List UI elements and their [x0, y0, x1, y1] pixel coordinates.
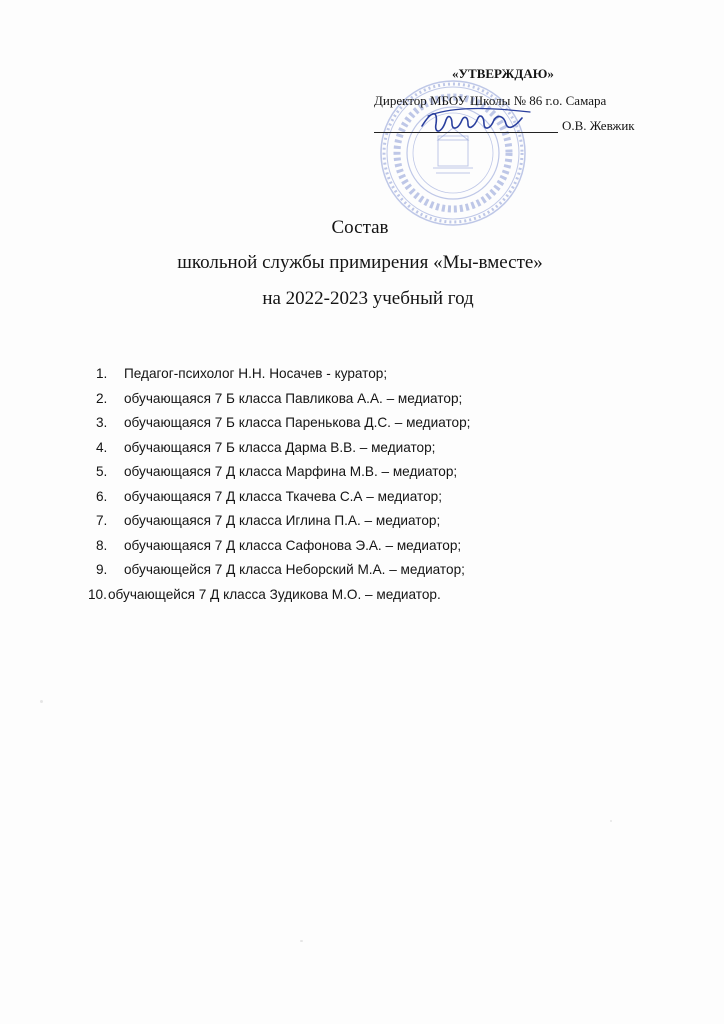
list-item-text: обучающаяся 7 Д класса Ткачева С.А – медиатор; — [124, 488, 442, 504]
heading-line-1: Состав — [331, 217, 389, 238]
list-item — [96, 462, 656, 487]
heading-line-3: на 2022-2023 учебный год — [262, 288, 474, 309]
list-item-number: 6. — [96, 488, 108, 504]
list-item — [96, 364, 656, 389]
list-item-text: обучающейся 7 Д класса Неборский М.А. – медиатор; — [124, 562, 465, 577]
scan-speck — [300, 940, 303, 942]
signature-line — [374, 132, 558, 133]
heading-line-2: школьной службы примирения «Мы-вместе» — [177, 252, 543, 273]
approval-name: О.В. Жевжик — [562, 118, 635, 133]
list-item — [96, 560, 656, 585]
approval-title: «УТВЕРЖДАЮ» — [452, 66, 554, 81]
members-list — [88, 364, 656, 609]
list-item-text: обучающейся 7 Д класса Зудикова М.О. – медиатор. — [108, 586, 441, 602]
list-item-text: обучающаяся 7 Д класса Сафонова Э.А. – медиатор; — [124, 537, 462, 553]
list-item — [96, 389, 656, 414]
director-signature — [418, 104, 538, 140]
list-item-number: 9. — [96, 562, 108, 577]
list-item — [96, 511, 656, 536]
list-item-text: обучающаяся 7 Д класса Иглина П.А. – медиатор; — [124, 513, 441, 528]
approval-position: Директор МБОУ Школы № 86 г.о. Самара — [374, 93, 607, 108]
list-item-text: обучающаяся 7 Б класса Павликова А.А. – медиатор; — [124, 390, 463, 406]
scan-speck — [610, 820, 612, 822]
list-item — [96, 536, 656, 561]
list-item-number: 4. — [96, 439, 108, 455]
list-item-number: 3. — [96, 415, 108, 430]
list-item-number: 2. — [96, 390, 108, 406]
list-item-text: обучающаяся 7 Б класса Дарма В.В. – медиатор; — [124, 439, 436, 455]
list-item — [96, 438, 656, 463]
list-item-number: 7. — [96, 513, 108, 528]
list-item-number: 8. — [96, 537, 108, 553]
list-item — [96, 487, 656, 512]
scan-speck — [40, 700, 43, 703]
list-item-number: 1. — [96, 366, 108, 381]
list-item — [88, 585, 656, 610]
list-item-text: обучающаяся 7 Б класса Паренькова Д.С. – медиатор; — [124, 415, 471, 430]
list-item-number: 5. — [96, 464, 108, 479]
list-item-number: 10. — [88, 586, 107, 602]
list-item-text: обучающаяся 7 Д класса Марфина М.В. – медиатор; — [124, 464, 458, 479]
list-item — [96, 413, 656, 438]
list-item-text: Педагог-психолог Н.Н. Носачев - куратор; — [124, 366, 388, 381]
